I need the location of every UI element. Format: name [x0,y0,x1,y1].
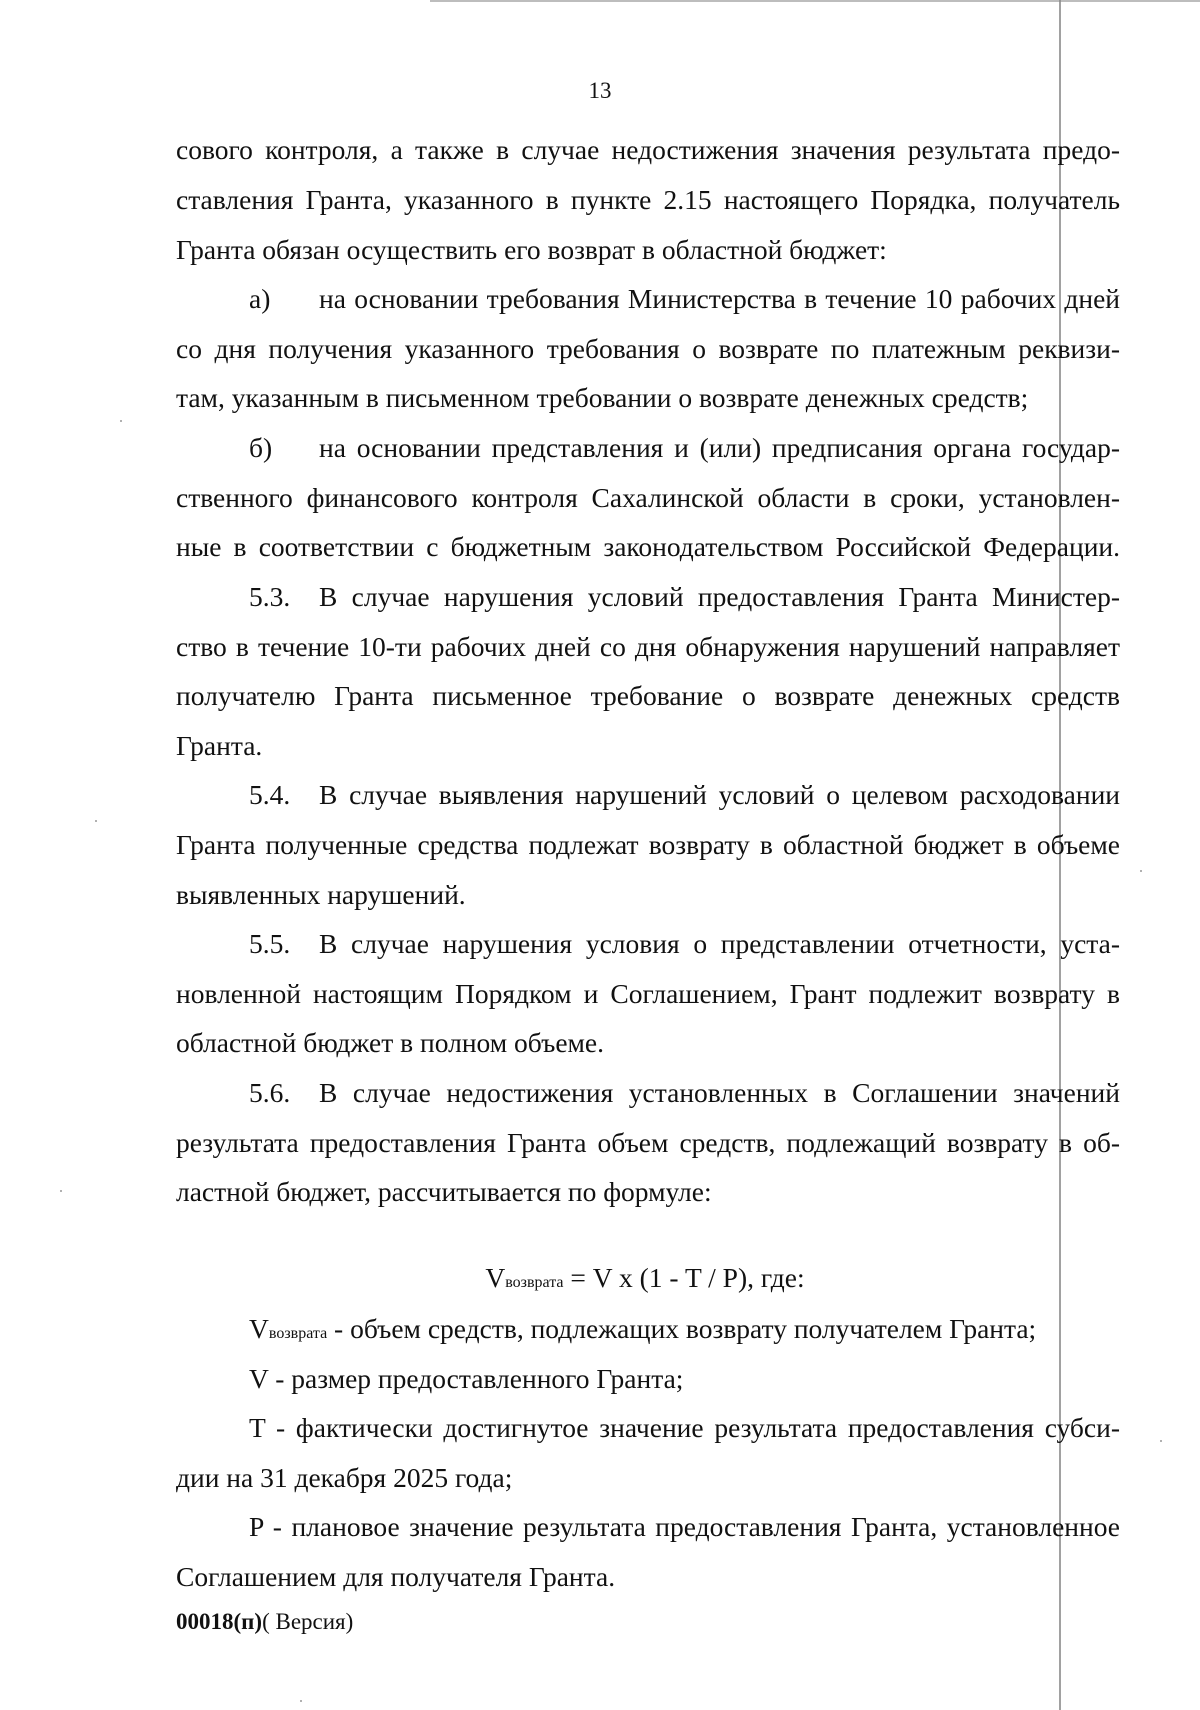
text-line: результата предоставления Гранта объем средств, подлежащий возврату в об- [176,1127,1120,1158]
scan-speck [1160,1440,1162,1442]
formula-lhs-subscript: возврата [505,1274,564,1291]
scan-speck [60,1190,62,1192]
scan-speck [95,820,97,822]
text-line: со дня получения указанного требования о возврате по платежным реквизи- [176,333,1120,364]
text-line: там, указанным в письменном требовании о возврате денежных средств; [176,382,1029,413]
clause-5-6 [249,1077,1120,1109]
text-line: дии на 31 декабря 2025 года; [176,1462,513,1493]
clause-5-3 [249,581,1120,613]
formula [0,1262,1200,1294]
text-line: ные в соответствии с бюджетным законодательством Российской Федерации. [176,531,1120,562]
document-code-number: 00018(п) [176,1609,263,1634]
text-line: получателю Гранта письменное требование о возврате денежных средств [176,680,1120,711]
text-line: Соглашением для получателя Гранта. [176,1561,616,1592]
text-line: на основании требования Министерства в течение 10 рабочих дней [319,283,1120,314]
scan-speck [300,1700,302,1702]
list-marker: б) [249,432,273,463]
clause-number: 5.3. [249,581,291,612]
text-line: ство в течение 10-ти рабочих дней со дня обнаружения нарушений направляет [176,631,1120,662]
definition-v: V - размер предоставленного Гранта; [249,1363,684,1394]
text-line: Гранта полученные средства подлежат возврату в областной бюджет в объеме [176,829,1120,860]
list-item-b [249,432,1120,464]
text-line: ластной бюджет, рассчитывается по формуле: [176,1176,712,1207]
clause-number: 5.5. [249,928,291,959]
text-line: Гранта обязан осуществить его возврат в областной бюджет: [176,234,887,265]
scan-top-edge [430,0,1200,2]
page-number: 13 [588,78,612,103]
text-line: В случае выявления нарушений условий о целевом расходовании [319,779,1120,810]
clause-number: 5.4. [249,779,291,810]
scan-speck [1140,870,1142,872]
text-line: областной бюджет в полном объеме. [176,1027,605,1058]
text-line: Гранта. [176,730,263,761]
document-version: ( Версия) [262,1609,354,1634]
formula-lhs: V [485,1262,506,1293]
text-line: В случае нарушения условий предоставления Гранта Министер- [319,581,1120,612]
definition-t: T - фактически достигнутое значение результата предоставления субси- [249,1412,1120,1443]
text-line: В случае нарушения условия о представлении отчетности, уста- [319,928,1120,959]
text-line: В случае недостижения установленных в Соглашении значений [319,1077,1120,1108]
document-code [176,1609,353,1635]
text-line: ственного финансового контроля Сахалинской области в сроки, установлен- [176,482,1120,513]
definition-v-return: Vвозврата - объем средств, подлежащих возврату получателем Гранта; [249,1313,1037,1344]
text-line: выявленных нарушений. [176,879,466,910]
text-line: ставления Гранта, указанного в пункте 2.15 настоящего Порядка, получатель [176,184,1120,215]
clause-number: 5.6. [249,1077,291,1108]
formula-rhs: = V x (1 - T / P), где: [563,1262,805,1293]
list-marker: а) [249,283,271,314]
clause-5-5 [249,928,1120,960]
definition-p: P - плановое значение результата предоставления Гранта, установленное [249,1511,1120,1542]
text-line: новленной настоящим Порядком и Соглашением, Грант подлежит возврату в [176,978,1120,1009]
clause-5-4 [249,779,1120,811]
scan-speck [120,420,122,422]
text-line: сового контроля, а также в случае недостижения значения результата предо- [176,134,1120,165]
list-item-a [249,283,1120,315]
text-line: на основании представления и (или) предписания органа государ- [319,432,1120,463]
